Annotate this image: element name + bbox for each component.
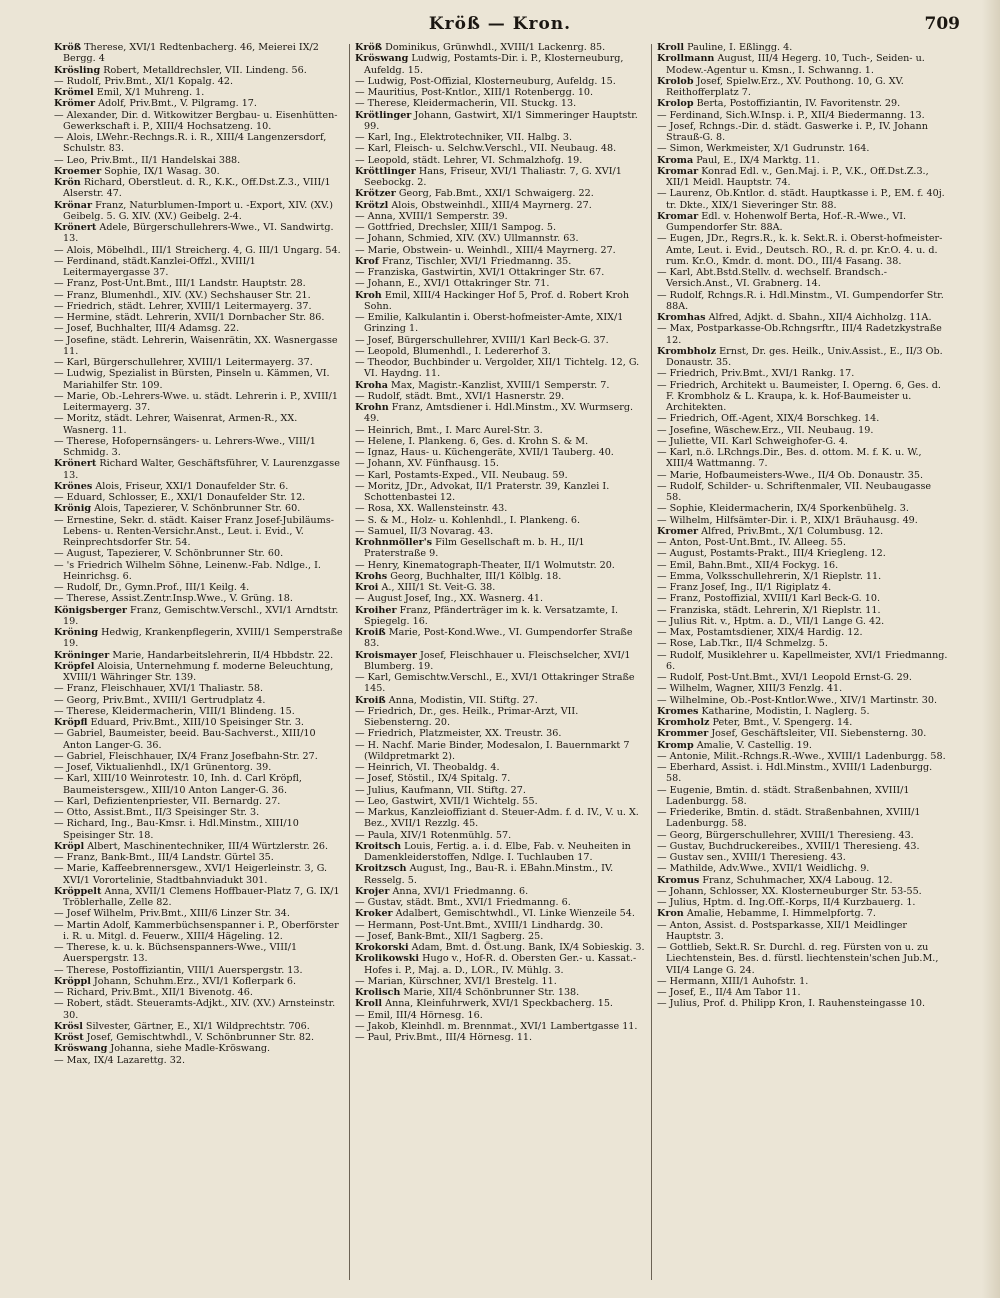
- directory-entry: — August, Tapezierer, V. Schönbrunner Str. 60.: [54, 548, 284, 560]
- directory-entry: — August, Postamts-Prakt., III/4 Kriegleng. 12.: [657, 548, 886, 560]
- directory-entry: — August Josef, Ing., XX. Wasnerg. 41.: [355, 593, 544, 605]
- directory-entry: — Otto, Assist.Bmt., II/3 Speisinger Str. 3.: [54, 807, 260, 818]
- directory-entry: — Richard, Priv.Bmt., XII/1 Bivenotg. 46.: [54, 987, 253, 998]
- directory-entry: Krohnmöller's Film Gesellschaft m. b. H., II/1 Praterstraße 9.: [355, 537, 585, 560]
- directory-entry: — Karl, Fleisch- u. Selchw.Verschl., VII. Neubaug. 48.: [355, 143, 617, 155]
- directory-entry: — Ferdinand, Sich.W.Insp. i. P., XII/4 Biedermanng. 13.: [657, 109, 925, 121]
- directory-entry: — Franz, Blumenhdl., XIV. (XV.) Sechshauser Str. 21.: [54, 289, 311, 301]
- directory-entry: — Paul, Priv.Bmt., III/4 Hörnesg. 11.: [355, 1032, 533, 1043]
- directory-entry: — Markus, Kanzleioffiziant d. Steuer-Adm. f. d. IV., V. u. X. Bez., XVII/1 Rezzlg. 45.: [355, 807, 639, 830]
- directory-entry: — Mauritius, Post-Kntlor., XIII/1 Rotenbergg. 10.: [355, 87, 594, 98]
- directory-entry: — Johann, XV. Fünfhausg. 15.: [355, 458, 499, 470]
- directory-entry: Krömer Adolf, Priv.Bmt., V. Pilgramg. 17.: [54, 98, 257, 110]
- directory-entry: — Karl, n.ö. LRchngs.Dir., Bes. d. ottom. M. f. K. u. W., XIII/4 Wattmanng. 7.: [657, 447, 922, 470]
- page-title: Kröß — Kron.: [428, 14, 572, 34]
- directory-entry: — S. & M., Holz- u. Kohlenhdl., I. Plankeng. 6.: [355, 514, 581, 526]
- directory-entry: — Marian, Kürschner, XVI/1 Brestelg. 11.: [355, 975, 557, 987]
- directory-entry: Kröpl Albert, Maschinentechniker, III/4 Würtzlerstr. 26.: [54, 840, 329, 852]
- directory-entry: Kröpfel Aloisia, Unternehmung f. moderne Beleuchtung, XVIII/1 Währinger Str. 139.: [54, 660, 334, 683]
- directory-entry: — Moritz, städt. Lehrer, Waisenrat, Armen-R., XX. Wasnerg. 11.: [54, 413, 298, 436]
- page-number: 709: [924, 14, 960, 34]
- directory-entry: Kroh Emil, XIII/4 Hackinger Hof 5, Prof. d. Robert Kroh Sohn.: [355, 289, 630, 312]
- directory-entry: — Robert, städt. Steueramts-Adjkt., XIV. (XV.) Arnsteinstr. 30.: [54, 998, 336, 1021]
- column-2: [355, 42, 647, 1282]
- directory-entry: — Josef, Stöstil., IX/4 Spitalg. 7.: [355, 773, 511, 785]
- directory-entry: — Heinrich, VI. Theobaldg. 4.: [355, 762, 500, 773]
- directory-entry: — Emil, Bahn.Bmt., XII/4 Fockyg. 16.: [657, 559, 839, 571]
- directory-entry: — Josef, Bürgerschullehrer, XVIII/1 Karl Beck-G. 37.: [355, 334, 609, 346]
- directory-entry: — Julius, Kaufmann, VII. Stiftg. 27.: [355, 784, 526, 796]
- directory-entry: Krojer Anna, XVI/1 Friedmanng. 6.: [355, 885, 529, 897]
- directory-entry: Krönert Adele, Bürgerschullehrers-Wwe., VI. Sandwirtg. 13.: [54, 222, 334, 245]
- directory-entry: — Hermann, XIII/1 Auhofstr. 1.: [657, 975, 809, 987]
- directory-entry: — Eugen, JDr., Regrs.R., k. k. Sekt.R. i. Oberst-hofmeister-Amte, Leut. i. Evid., Deutsch. RO., R. d. pr. Kr.O. 4. u. d. rum. Kr.O., Kmdr. d. mont. DO., III/4 Fasang. 38.: [657, 233, 943, 267]
- directory-entry: — Ernestine, Sekr. d. städt. Kaiser Franz Josef-Jubiläums-Lebens- u. Renten-Versichr.Anst., Leut. i. Evid., V. Reinprechtsdorfer Str. 54.: [54, 514, 334, 548]
- directory-entry: Krösl Silvester, Gärtner, E., XI/1 Wildprechtstr. 706.: [54, 1020, 310, 1032]
- page-edge-shadow: [982, 0, 1000, 1298]
- directory-entry: Kromes Katharine, Modistin, I. Naglerg. 5.: [657, 705, 870, 717]
- directory-entry: — Karl, Bürgerschullehrer, XVIII/1 Leitermayerg. 37.: [54, 357, 313, 368]
- directory-entry: — Hermann, Post-Unt.Bmt., XVIII/1 Lindhardg. 30.: [355, 919, 604, 931]
- column-1: [54, 42, 344, 1282]
- directory-entry: — Karl, Abt.Bstd.Stellv. d. wechself. Brandsch.-Versich.Anst., VI. Grabnerg. 14.: [657, 267, 888, 290]
- directory-entry: — Georg, Priv.Bmt., XVIII/1 Gertrudplatz 4.: [54, 694, 266, 706]
- directory-entry: — Marie, Kaffeebrennersgew., XVI/1 Heigerleinstr. 3, G. XVI/1 Vorortelinie, Stadtbahnviadukt 301.: [54, 863, 328, 886]
- directory-entry: — 's Friedrich Wilhelm Söhne, Leinenw.-Fab. Ndlge., I. Heinrichsg. 6.: [54, 559, 321, 582]
- directory-entry: Kromus Franz, Schuhmacher, XX/4 Laboug. 12.: [657, 874, 893, 886]
- directory-entry: Krokorski Adam, Bmt. d. Öst.ung. Bank, IX/4 Sobieskig. 3.: [355, 942, 645, 953]
- directory-entry: — Leo, Priv.Bmt., II/1 Handelskai 388.: [54, 154, 241, 166]
- directory-entry: Krösling Robert, Metalldrechsler, VII. Lindeng. 56.: [54, 64, 307, 76]
- directory-entry: Kröswang Johanna, siehe Madle-Kröswang.: [54, 1043, 271, 1055]
- directory-entry: — Richard, Ing., Bau-Kmsr. i. Hdl.Minstm., XIII/10 Speisinger Str. 18.: [54, 818, 299, 841]
- directory-entry: — Josef Wilhelm, Priv.Bmt., XIII/6 Linzer Str. 34.: [54, 908, 290, 920]
- directory-entry: Kroha Max, Magistr.-Kanzlist, XVIII/1 Semperstr. 7.: [355, 379, 610, 391]
- directory-entry: — Leopold, städt. Lehrer, VI. Schmalzhofg. 19.: [355, 154, 583, 166]
- directory-entry: — Friedrich, städt. Lehrer, XVIII/1 Leitermayerg. 37.: [54, 300, 312, 312]
- directory-entry: — Rudolf, Rchngs.R. i. Hdl.Minstm., VI. Gumpendorfer Str. 88A.: [657, 289, 944, 312]
- directory-entry: — Leo, Gastwirt, XVII/1 Wichtelg. 55.: [355, 795, 538, 807]
- directory-entry: Kroiß Anna, Modistin, VII. Stiftg. 27.: [355, 694, 538, 706]
- directory-entry: Krolob Josef, Spielw.Erz., XV. Pouthong. 10, G. XV. Reithofferplatz 7.: [657, 75, 904, 98]
- directory-entry: — Gottlieb, Sekt.R. Sr. Durchl. d. reg. Fürsten von u. zu Liechtenstein, Bes. d. fürstl. liechtenstein'schen Jub.M., VII/4 Lange G. 24.: [657, 942, 939, 976]
- directory-entry: — Josef, Viktualienhdl., IX/1 Grünentorg. 39.: [54, 762, 272, 773]
- directory-entry: — Alois, Möbelhdl., III/1 Streicherg. 4, G. III/1 Ungarg. 54.: [54, 244, 341, 256]
- directory-entry: — Leopold, Blumenhdl., I. Ledererhof 3.: [355, 345, 551, 357]
- directory-entry: — Anna, XVIII/1 Semperstr. 39.: [355, 210, 508, 222]
- column-3: [657, 42, 949, 1282]
- directory-entry: — Anton, Post-Unt.Bmt., IV. Alleeg. 55.: [657, 537, 846, 548]
- directory-entry: — Max, Postparkasse-Ob.Rchngsrftr., III/4 Radetzkystraße 12.: [657, 323, 942, 346]
- directory-entry: — Rosa, XX. Wallensteinstr. 43.: [355, 503, 508, 515]
- directory-entry: — Marie, Obstwein- u. Weinhdl., XIII/4 Mayrnerg. 27.: [355, 244, 616, 256]
- directory-entry: — Eugenie, Bmtin. d. städt. Straßenbahnen, XVIII/1 Ladenburgg. 58.: [657, 784, 910, 807]
- directory-entry: — Therese, Assist.Zentr.Insp.Wwe., V. Grüng. 18.: [54, 593, 293, 605]
- directory-entry: — Sophie, Kleidermacherin, IX/4 Sporkenbühelg. 3.: [657, 503, 909, 515]
- directory-entry: Krombholz Ernst, Dr. ges. Heilk., Univ.Assist., E., II/3 Ob. Donaustr. 35.: [657, 345, 943, 368]
- directory-entry: — Moritz, JDr., Advokat, II/1 Praterstr. 39, Kanzlei I. Schottenbastei 12.: [355, 480, 610, 503]
- directory-entry: — Josef, Bank-Bmt., XII/1 Sagberg. 25.: [355, 930, 544, 942]
- directory-entry: Königsberger Franz, Gemischtw.Verschl., XVI/1 Arndtstr. 19.: [54, 604, 339, 627]
- directory-entry: — Mathilde, Adv.Wwe., XVII/1 Weidlichg. 9.: [657, 863, 870, 875]
- directory-entry: — Alois, LWehr.-Rechngs.R. i. R., XIII/4 Langenzersdorf, Schulstr. 83.: [54, 132, 327, 155]
- directory-entry: — Josef, Rchngs.-Dir. d. städt. Gaswerke i. P., IV. Johann Strauß-G. 8.: [657, 120, 928, 143]
- directory-entry: — Gustav sen., XVIII/1 Theresieng. 43.: [657, 852, 846, 863]
- directory-entry: — Therese, Kleidermacherin, VIII/1 Blindeng. 15.: [54, 705, 295, 717]
- directory-entry: — Simon, Werkmeister, X/1 Gudrunstr. 164.: [657, 143, 870, 155]
- directory-entry: Kromhas Alfred, Adjkt. d. Sbahn., XII/4 Aichholzg. 11A.: [657, 312, 932, 323]
- directory-entry: — Juliette, VII. Karl Schweighofer-G. 4.: [657, 435, 848, 447]
- directory-entry: — Josefine, städt. Lehrerin, Waisenrätin, XX. Wasnergasse 11.: [54, 334, 338, 357]
- directory-entry: — Rudolf, städt. Bmt., XVI/1 Hasnerstr. 29.: [355, 390, 565, 402]
- directory-entry: Krönig Alois, Tapezierer, V. Schönbrunner Str. 60.: [54, 503, 301, 515]
- directory-entry: Kromar Edl. v. Hohenwolf Berta, Hof.-R.-Wwe., VI. Gumpendorfer Str. 88A.: [657, 210, 907, 233]
- directory-entry: — Laurenz, Ob.Kntlor. d. städt. Hauptkasse i. P., EM. f. 40j. tr. Dkte., XIX/1 Sieveringer Str. 88.: [657, 188, 945, 211]
- directory-entry: Kröppelt Anna, XVII/1 Clemens Hoffbauer-Platz 7, G. IX/1 Tröblerhalle, Zelle 82.: [54, 885, 340, 908]
- directory-entry: — Friedrich, Off.-Agent, XIX/4 Borschkeg. 14.: [657, 413, 880, 425]
- directory-entry: Krolisch Marie, XII/4 Schönbrunner Str. 138.: [355, 987, 580, 998]
- directory-entry: — Therese, Hofopernsängers- u. Lehrers-Wwe., VIII/1 Schmidg. 3.: [54, 435, 316, 458]
- directory-entry: Kröppl Johann, Schuhm.Erz., XVI/1 Koflerpark 6.: [54, 975, 297, 987]
- directory-entry: — H. Nachf. Marie Binder, Modesalon, I. Bauernmarkt 7 (Wildpretmarkt 2).: [355, 739, 630, 762]
- directory-entry: Krolikowski Hugo v., Hof-R. d. Obersten Ger.- u. Kassat.-Hofes i. P., Maj. a. D., LOR., IV. Mühlg. 3.: [355, 953, 637, 976]
- directory-entry: Krön Richard, Oberstleut. d. R., K.K., Off.Dst.Z.3., VIII/1 Alserstr. 47.: [54, 177, 331, 200]
- directory-entry: Kroma Paul, E., IX/4 Marktg. 11.: [657, 154, 820, 166]
- directory-entry: Krolop Berta, Postoffiziantin, IV. Favoritenstr. 29.: [657, 98, 901, 110]
- directory-entry: Krohs Georg, Buchhalter, III/1 Kölblg. 18.: [355, 570, 562, 582]
- directory-entry: — Paula, XIV/1 Rotenmühlg. 57.: [355, 829, 512, 841]
- directory-entry: — Friederike, Bmtin. d. städt. Straßenbahnen, XVIII/1 Ladenburgg. 58.: [657, 807, 921, 830]
- directory-entry: — Gustav, städt. Bmt., XVI/1 Friedmanng. 6.: [355, 897, 571, 908]
- directory-entry: — Rudolf, Post-Unt.Bmt., XVI/1 Leopold Ernst-G. 29.: [657, 672, 912, 683]
- directory-entry: Kröttlinger Hans, Friseur, XVI/1 Thaliastr. 7, G. XVI/1 Seebockg. 2.: [355, 165, 622, 188]
- directory-entry: — Franz, Fleischhauer, XVI/1 Thaliastr. 58.: [54, 683, 264, 695]
- directory-entry: Kröninger Marie, Handarbeitslehrerin, II/4 Hbbdstr. 22.: [54, 649, 334, 661]
- directory-entry: Kron Amalie, Hebamme, I. Himmelpfortg. 7.: [657, 908, 876, 920]
- directory-entry: Kroiher Franz, Pfänderträger im k. k. Versatzamte, I. Spiegelg. 16.: [355, 604, 619, 627]
- directory-entry: Kröswang Ludwig, Postamts-Dir. i. P., Klosterneuburg, Aufeldg. 15.: [355, 53, 624, 76]
- directory-entry: Kröß Therese, XVI/1 Redtenbacherg. 46, Meierei IX/2 Bergg. 4: [54, 42, 319, 65]
- column-divider: [349, 44, 350, 1280]
- directory-entry: Kröß Dominikus, Grünwhdl., XVIII/1 Lackenrg. 85.: [355, 42, 606, 53]
- directory-entry: — Anton, Assist. d. Postsparkasse, XII/1 Meidlinger Hauptstr. 3.: [657, 919, 907, 942]
- column-divider: [651, 44, 652, 1280]
- directory-entry: — Johann, E., XVI/1 Ottakringer Str. 71.: [355, 278, 550, 290]
- directory-entry: — Julius Rit. v., Hptm. a. D., VII/1 Lange G. 42.: [657, 615, 885, 627]
- directory-entry: — Karl, Defizientenpriester, VII. Bernardg. 27.: [54, 795, 281, 807]
- directory-entry: — Marie, Ob.-Lehrers-Wwe. u. städt. Lehrerin i. P., XVIII/1 Leitermayerg. 37.: [54, 390, 339, 413]
- directory-entry: — Josef, E., II/4 Am Tabor 11.: [657, 987, 801, 998]
- directory-entry: — Gustav, Buchdruckereibes., XVIII/1 Theresieng. 43.: [657, 840, 920, 852]
- directory-entry: — Rudolf, Priv.Bmt., XI/1 Kopalg. 42.: [54, 75, 234, 87]
- directory-entry: Krollmann August, III/4 Hegerg. 10, Tuch-, Seiden- u. Modew.-Agentur u. Kmsn., I. Schwanng. 1.: [657, 53, 925, 76]
- directory-entry: — Hermine, städt. Lehrerin, XVII/1 Dornbacher Str. 86.: [54, 312, 325, 323]
- directory-entry: Kromar Konrad Edl. v., Gen.Maj. i. P., V.K., Off.Dst.Z.3., XII/1 Meidl. Hauptstr. 74.: [657, 165, 929, 188]
- directory-entry: Krönes Alois, Friseur, XXI/1 Donaufelder Str. 6.: [54, 480, 289, 492]
- directory-entry: — Therese, Kleidermacherin, VII. Stuckg. 13.: [355, 98, 577, 110]
- directory-entry: — Heinrich, Bmt., I. Marc Aurel-Str. 3.: [355, 424, 543, 436]
- directory-entry: — Wilhelm, Hilfsämter-Dir. i. P., XIX/1 Bräuhausg. 49.: [657, 514, 918, 526]
- directory-entry: Krömel Emil, X/1 Muhreng. 1.: [54, 87, 205, 98]
- directory-entry: Krönar Franz, Naturblumen-Import u. -Export, XIV. (XV.) Geibelg. 5. G. XIV. (XV.) Geibelg. 2-4.: [54, 199, 333, 222]
- directory-entry: — Friedrich, Dr., ges. Heilk., Primar-Arzt, VII. Siebensterng. 20.: [355, 705, 579, 728]
- directory-entry: — Franz, Bank-Bmt., III/4 Landstr. Gürtel 35.: [54, 852, 274, 863]
- directory-entry: — Gottfried, Drechsler, XIII/1 Sampog. 5.: [355, 222, 557, 233]
- directory-entry: — Rose, Lab.Tkr., II/4 Schmelzg. 5.: [657, 638, 828, 650]
- directory-entry: — Therese, Postoffiziantin, VIII/1 Auerspergstr. 13.: [54, 964, 303, 976]
- directory-entry: — Gabriel, Baumeister, beeid. Bau-Sachverst., XIII/10 Anton Langer-G. 36.: [54, 728, 316, 751]
- directory-entry: — Franz Josef, Ing., II/1 Rigiplatz 4.: [657, 582, 832, 593]
- directory-entry: Krommer Josef, Geschäftsleiter, VII. Siebensterng. 30.: [657, 728, 927, 740]
- directory-entry: Kroemer Sophie, IX/1 Wasag. 30.: [54, 165, 220, 177]
- directory-entry: Kroker Adalbert, Gemischtwhdl., VI. Linke Wienzeile 54.: [355, 908, 635, 920]
- directory-entry: Kroll Pauline, I. Eßlingg. 4.: [657, 42, 793, 53]
- directory-entry: — Julius, Prof. d. Philipp Kron, I. Rauhensteingasse 10.: [657, 998, 926, 1010]
- directory-entry: — Antonie, Milit.-Rchngs.R.-Wwe., XVIII/1 Ladenburgg. 58.: [657, 750, 946, 762]
- directory-entry: — Emma, Volksschullehrerin, X/1 Rieplstr. 11.: [657, 570, 882, 582]
- directory-entry: — Wilhelm, Wagner, XIII/3 Fenzlg. 41.: [657, 683, 843, 695]
- directory-entry: — Eduard, Schlosser, E., XXI/1 Donaufelder Str. 12.: [54, 492, 306, 503]
- directory-entry: — Franz, Postoffizial, XVIII/1 Karl Beck-G. 10.: [657, 593, 880, 605]
- directory-entry: Kroi A., XIII/1 St. Veit-G. 38.: [355, 582, 496, 593]
- directory-entry: — Wilhelmine, Ob.-Post-Kntlor.Wwe., XIV/1 Martinstr. 30.: [657, 694, 938, 706]
- directory-entry: — Karl, Postamts-Exped., VII. Neubaug. 59.: [355, 469, 568, 481]
- directory-entry: — Marie, Hofbaumeisters-Wwe., II/4 Ob. Donaustr. 35.: [657, 469, 924, 481]
- directory-entry: Krohn Franz, Amtsdiener i. Hdl.Minstm., XV. Wurmserg. 49.: [355, 402, 634, 425]
- directory-entry: — Josefine, Wäschew.Erz., VII. Neubaug. 19.: [657, 424, 874, 436]
- directory-entry: — Johann, Schlosser, XX. Klosterneuburger Str. 53-55.: [657, 885, 922, 897]
- directory-entry: Kromp Amalie, V. Castellig. 19.: [657, 739, 812, 751]
- directory-entry: — Gabriel, Fleischhauer, IX/4 Franz Josefbahn-Str. 27.: [54, 750, 318, 762]
- directory-entry: — Ludwig, Post-Offizial, Klosterneuburg, Aufeldg. 15.: [355, 75, 616, 87]
- directory-entry: Krötzl Alois, Obstweinhdl., XIII/4 Mayrnerg. 27.: [355, 199, 592, 211]
- directory-entry: Kroitsch Louis, Fertig. a. i. d. Elbe, Fab. v. Neuheiten in Damenkleiderstoffen, Ndlge. I. Tuchlauben 17.: [355, 840, 631, 863]
- directory-entry: — Henry, Kinematograph-Theater, II/1 Wolmutstr. 20.: [355, 559, 615, 571]
- directory-entry: — Ludwig, Spezialist in Bürsten, Pinseln u. Kämmen, VI. Mariahilfer Str. 109.: [54, 368, 330, 391]
- directory-entry: — Alexander, Dir. d. Witkowitzer Bergbau- u. Eisenhütten-Gewerkschaft i. P., XIII/4 Hochsatzeng. 10.: [54, 109, 338, 132]
- directory-entry: — Friedrich, Platzmeister, XX. Treustr. 36.: [355, 728, 562, 740]
- directory-entry: Kröpfl Eduard, Priv.Bmt., XIII/10 Speisinger Str. 3.: [54, 717, 304, 728]
- directory-entry: — Samuel, II/3 Novarag. 43.: [355, 525, 494, 537]
- directory-entry: — Therese, k. u. k. Büchsenspanners-Wwe., VIII/1 Auerspergstr. 13.: [54, 942, 298, 965]
- directory-entry: — Karl, XIII/10 Weinrotestr. 10, Inh. d. Carl Kröpfl, Baumeistersgew., XIII/10 Anton Langer-G. 36.: [54, 773, 302, 796]
- directory-entry: — Rudolf, Schilder- u. Schriftenmaler, VII. Neubaugasse 58.: [657, 480, 932, 503]
- directory-entry: — Helene, I. Plankeng. 6, Ges. d. Krohn S. & M.: [355, 435, 589, 447]
- directory-entry: — Karl, Gemischtw.Verschl., E., XVI/1 Ottakringer Straße 145.: [355, 672, 635, 695]
- directory-entry: — Martin Adolf, Kammerbüchsenspanner i. P., Oberförster i. R. u. Mitgl. d. Feuerw., XIII/4 Hägeling. 12.: [54, 919, 339, 942]
- directory-entry: — Emil, III/4 Hörnesg. 16.: [355, 1009, 483, 1021]
- directory-entry: — Jakob, Kleinhdl. m. Brennmat., XVI/1 Lambertgasse 11.: [355, 1020, 638, 1032]
- directory-entry: — Franz, Post-Unt.Bmt., III/1 Landstr. Hauptstr. 28.: [54, 278, 306, 290]
- directory-entry: — Theodor, Buchbinder u. Vergolder, XII/1 Tichtelg. 12, G. VI. Haydng. 11.: [355, 357, 640, 380]
- directory-entry: — Franziska, städt. Lehrerin, X/1 Rieplstr. 11.: [657, 604, 881, 616]
- directory-entry: — Max, IX/4 Lazarettg. 32.: [54, 1054, 186, 1066]
- page-header: [40, 10, 960, 40]
- directory-entry: — Ignaz, Haus- u. Küchengeräte, XVII/1 Tauberg. 40.: [355, 447, 614, 458]
- directory-entry: — Friedrich, Architekt u. Baumeister, I. Operng. 6, Ges. d. F. Krombholz & L. Kraupa, k. k. Hof-Baumeister u. Architekten.: [657, 379, 941, 413]
- directory-entry: — Ferdinand, städt.Kanzlei-Offzl., XVIII/1 Leitermayergasse 37.: [54, 255, 256, 278]
- directory-entry: Krötzer Georg, Fab.Bmt., XXI/1 Schwaigerg. 22.: [355, 188, 594, 200]
- directory-entry: — Eberhard, Assist. i. Hdl.Minstm., XVIII/1 Ladenburgg. 58.: [657, 762, 933, 785]
- directory-entry: Krof Franz, Tischler, XVI/1 Friedmanng. 35.: [355, 255, 572, 267]
- directory-entry: — Friedrich, Priv.Bmt., XVI/1 Rankg. 17.: [657, 368, 855, 380]
- directory-entry: Kroitzsch August, Ing., Bau-R. i. EBahn.Minstm., IV. Resselg. 5.: [355, 863, 614, 886]
- directory-entry: Krötlinger Johann, Gastwirt, XI/1 Simmeringer Hauptstr. 99.: [355, 109, 638, 132]
- directory-entry: Kröst Josef, Gemischtwhdl., V. Schönbrunner Str. 82.: [54, 1032, 315, 1043]
- directory-entry: Kroiß Marie, Post-Kond.Wwe., VI. Gumpendorfer Straße 83.: [355, 627, 633, 650]
- directory-entry: Kromer Alfred, Priv.Bmt., X/1 Columbusg. 12.: [657, 525, 884, 537]
- directory-entry: — Julius, Hptm. d. Ing.Off.-Korps, II/4 Kurzbauerg. 1.: [657, 897, 916, 908]
- directory-entry: Kromholz Peter, Bmt., V. Spengerg. 14.: [657, 717, 853, 728]
- directory-entry: — Karl, Ing., Elektrotechniker, VII. Halbg. 3.: [355, 132, 573, 143]
- directory-entry: — Emilie, Kalkulantin i. Oberst-hofmeister-Amte, XIX/1 Grinzing 1.: [355, 312, 624, 335]
- directory-entry: — Rudolf, Dr., Gymn.Prof., III/1 Keilg. 4.: [54, 582, 250, 593]
- directory-entry: — Georg, Bürgerschullehrer, XVIII/1 Theresieng. 43.: [657, 829, 914, 841]
- directory-entry: — Franziska, Gastwirtin, XVI/1 Ottakringer Str. 67.: [355, 267, 605, 278]
- directory-entry: — Josef, Buchhalter, III/4 Adamsg. 22.: [54, 323, 240, 335]
- directory-entry: Kröning Hedwig, Krankenpflegerin, XVIII/1 Semperstraße 19.: [54, 627, 343, 650]
- directory-entry: — Max, Postamtsdiener, XIX/4 Hardig. 12.: [657, 627, 863, 638]
- directory-entry: — Rudolf, Musiklehrer u. Kapellmeister, XVI/1 Friedmanng. 6.: [657, 649, 948, 672]
- directory-entry: Kroismayer Josef, Fleischhauer u. Fleischselcher, XVI/1 Blumberg. 19.: [355, 649, 631, 672]
- directory-entry: — Johann, Schmied, XIV. (XV.) Ullmannstr. 63.: [355, 233, 579, 245]
- directory-entry: Kroll Anna, Kleinfuhrwerk, XVI/1 Speckbacherg. 15.: [355, 998, 613, 1010]
- directory-entry: Krönert Richard Walter, Geschäftsführer, V. Laurenzgasse 13.: [54, 458, 340, 481]
